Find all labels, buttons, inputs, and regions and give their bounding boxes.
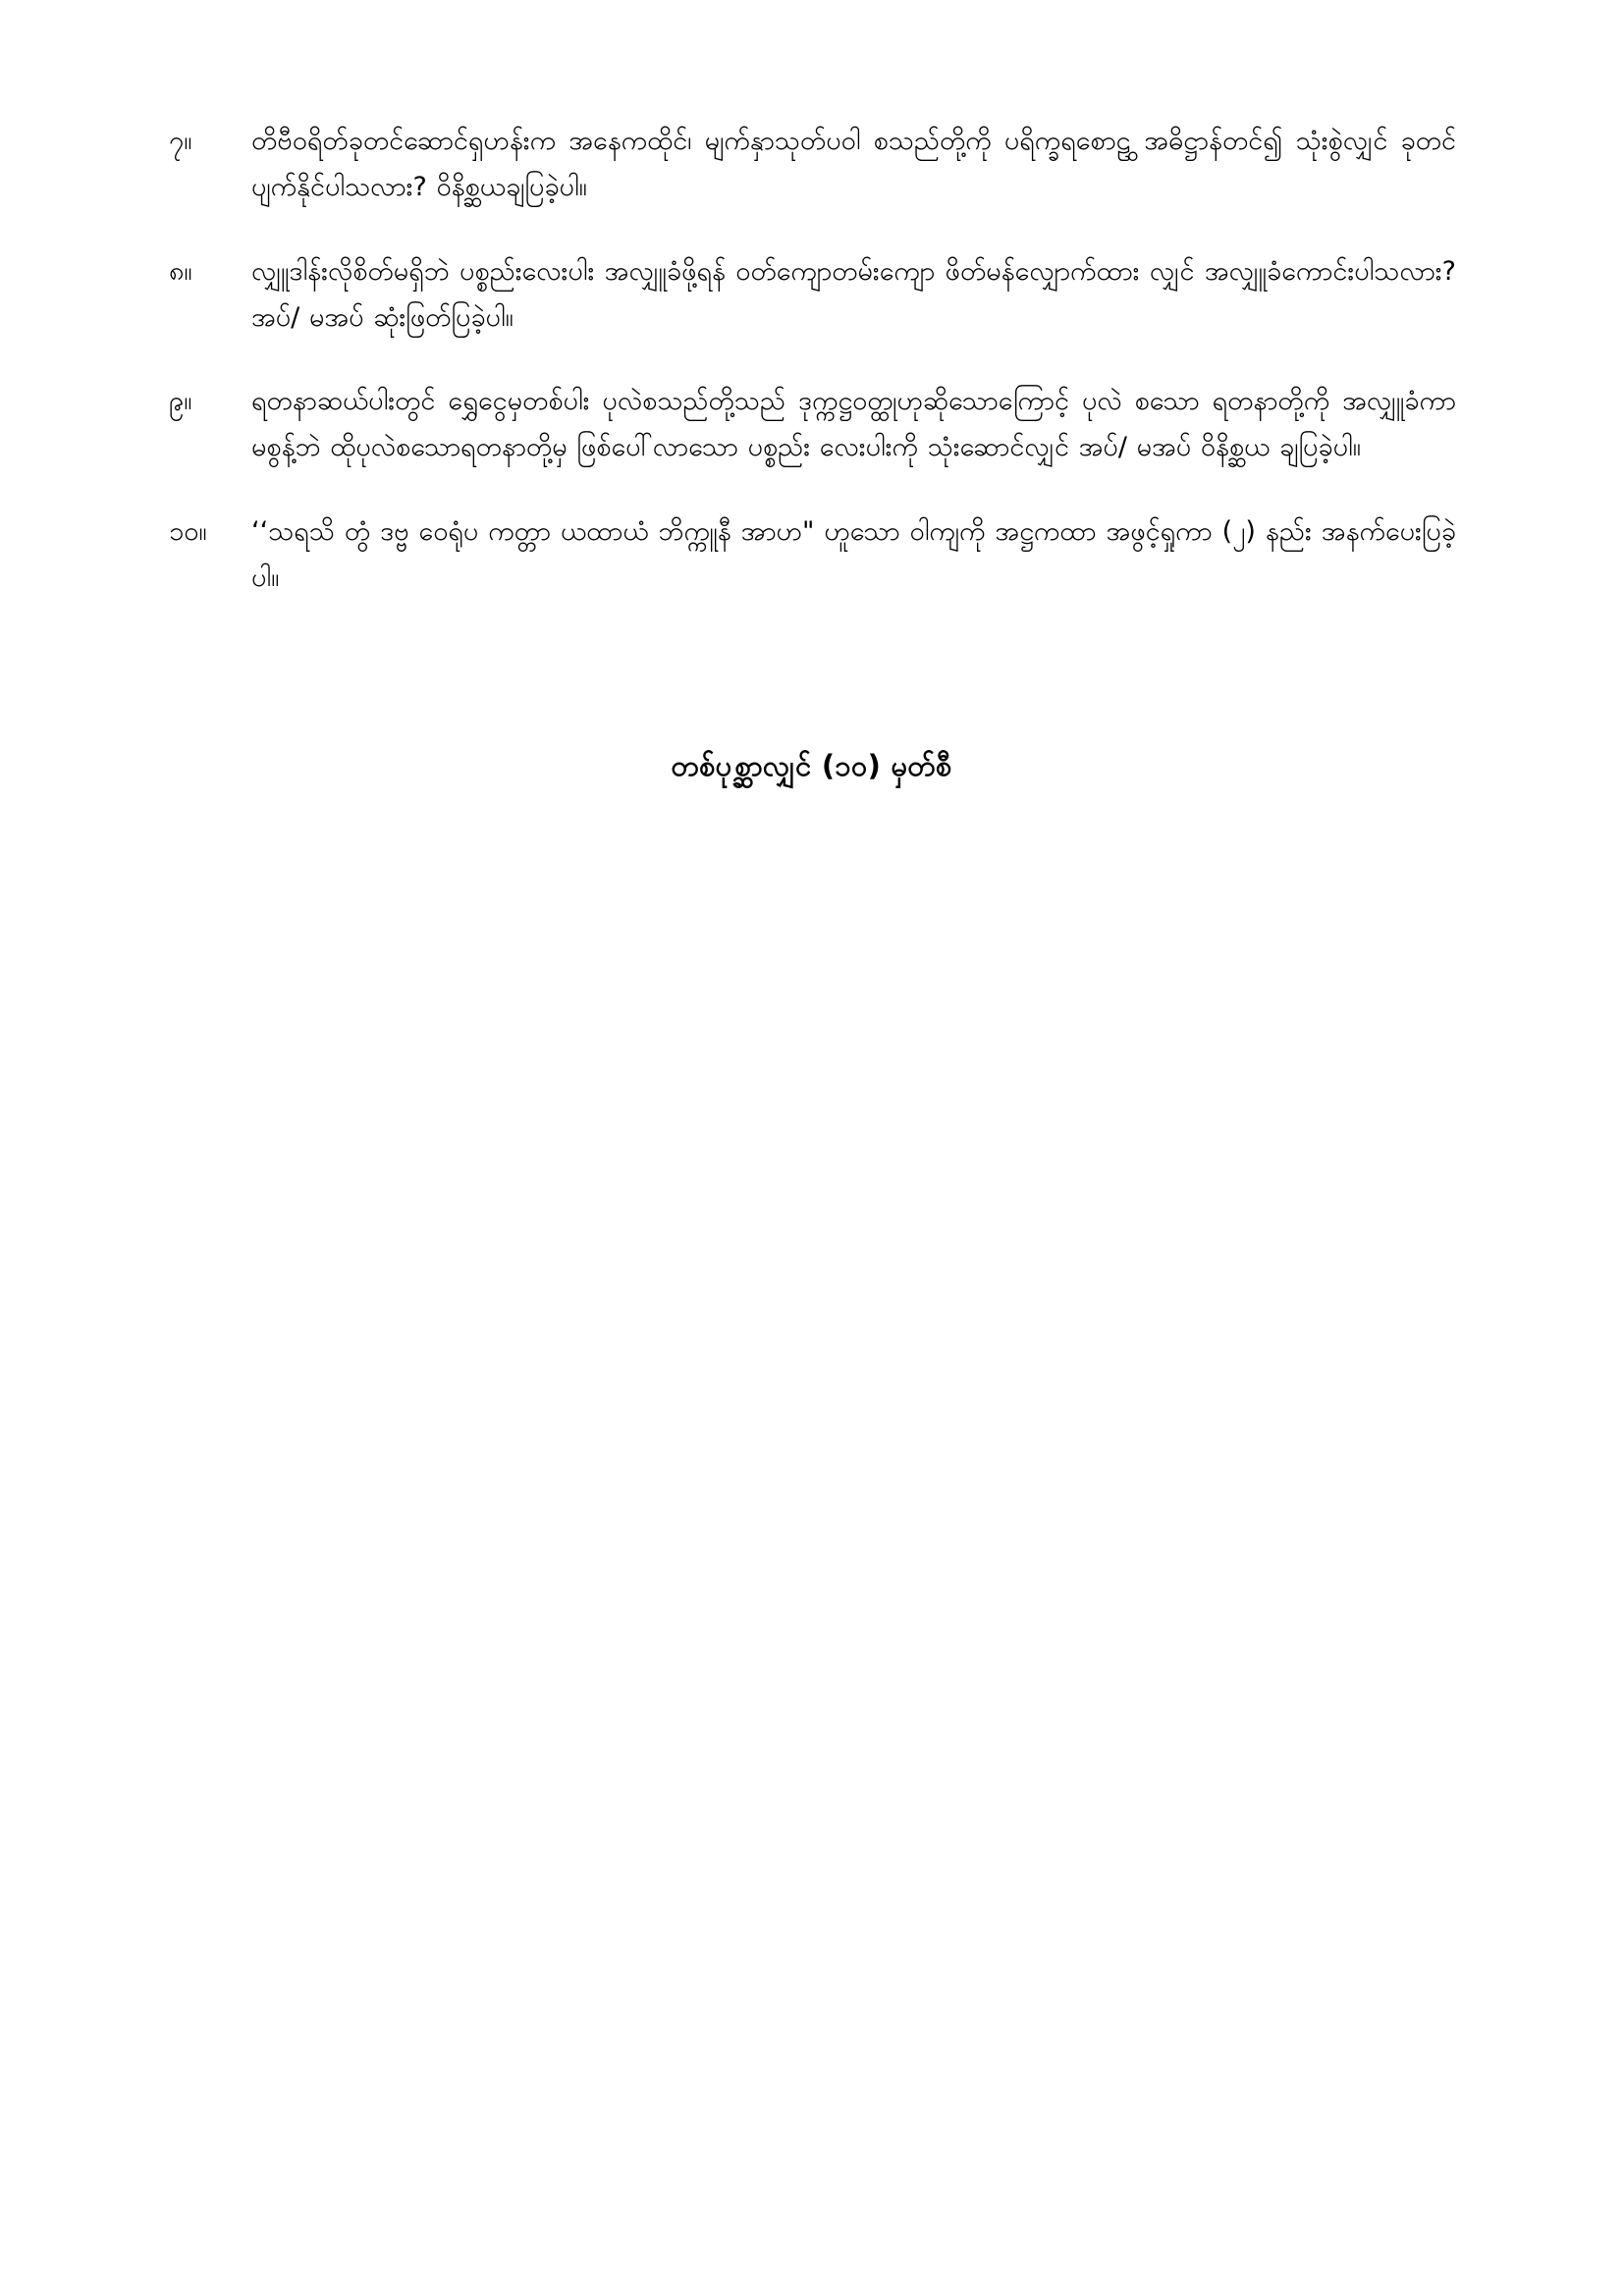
- question-text: လျှူဒါန်းလိုစိတ်မရှိဘဲ ပစ္စည်းလေးပါး အလျှူခံဖို့ရန် ဝတ်ကျောတမ်းကျော ဖိတ်မန်လျှောက်ထား လျှင် အလျှူခံကောင်းပါသလား? အပ်/ မအပ် ဆုံးဖြတ်ပြခဲ့ပါ။: [251, 255, 1456, 333]
- question-number: ၇။: [169, 126, 192, 156]
- question-number: ၁၀။: [169, 515, 207, 547]
- question-item: [167, 378, 1456, 471]
- question-text: ‘‘သရသိ တွံ ဒဗ္ဗ ဝေရုံပ ကတ္တာ ယထာယံ ဘိက္ကူနီ အာဟ" ဟူသော ဝါကျကို အဋ္ဌကထာ အဖွင့်ရှုကာ (၂) နည်း အနက်ပေးပြခဲ့ပါ။: [251, 515, 1456, 593]
- question-list: [167, 118, 1456, 601]
- question-text: တိဗီဝရိတ်ခုတင်ဆောင်ရှဟန်းက အနေကထိုင်၊ မျက်နှာသုတ်ပဝါ စသည်တို့ကို ပရိက္ခရစောဠွ အဓိဋ္ဌာန်တင်၍ သုံးစွဲလျှင် ခုတင်ပျက်နိုင်ပါသလား? ဝိနိစ္ဆယချပြခဲ့ပါ။: [251, 126, 1456, 203]
- question-item: [167, 248, 1456, 342]
- marks-note: တစ်ပုစ္ဆာလျှင် (၁၀) မှတ်စီ: [671, 749, 952, 782]
- question-item: [167, 118, 1456, 211]
- question-number: ၉။: [169, 386, 192, 416]
- question-number: ၈။: [169, 255, 192, 287]
- question-text: ရတနာဆယ်ပါးတွင် ရွှေငွေမှတစ်ပါး ပုလဲစသည်တို့သည် ဒုက္ကဋ္ဌဝတ္ထုဟုဆိုသောကြောင့် ပုလဲ စသော ရတနာတို့ကို အလျှူခံကာ မစွန့်ဘဲ ထိုပုလဲစသောရတနာတို့မှ ဖြစ်ပေါ်လာသော ပစ္စည်း လေးပါးကို သုံးဆောင်လျှင် အပ်/ မအပ် ဝိနိစ္ဆယ ချပြခဲ့ပါ။: [251, 386, 1456, 463]
- question-item: [167, 508, 1456, 602]
